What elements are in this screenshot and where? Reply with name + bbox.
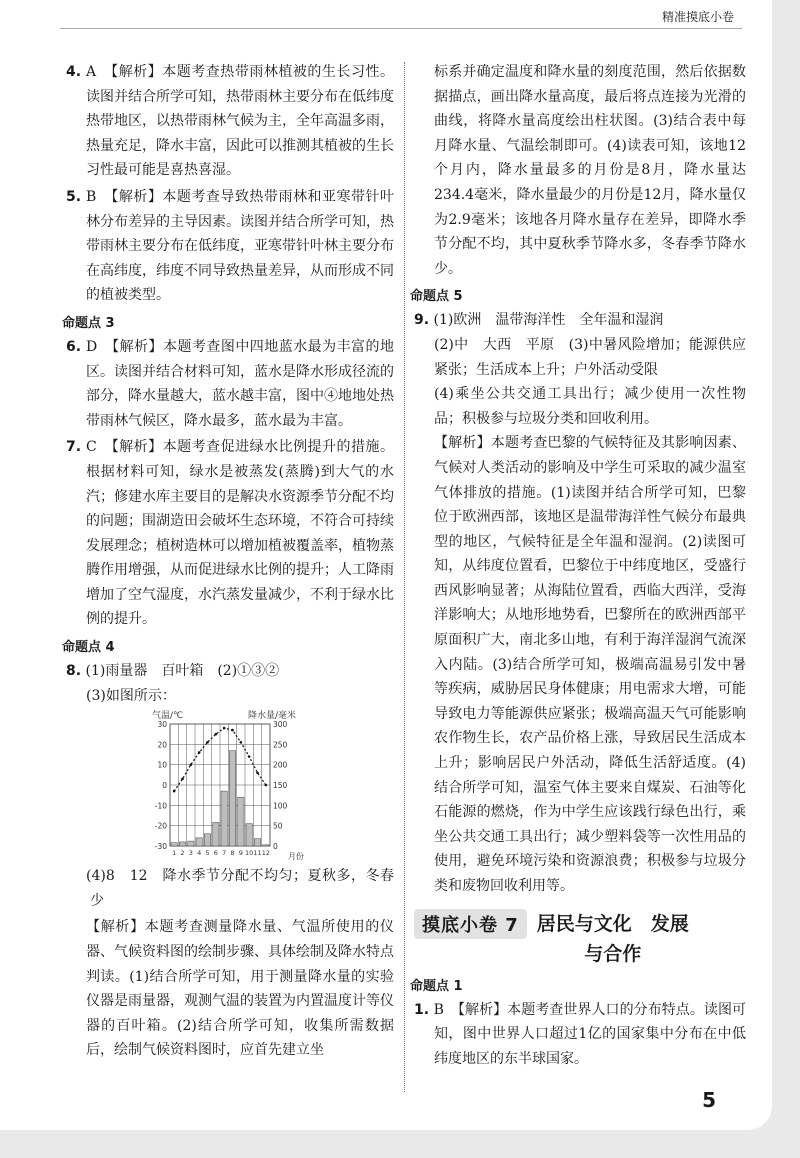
answer-line: (4)8 12 降水季节分配不均匀；夏秋多，冬春少 (86, 868, 394, 909)
answer-line: (3)如图所示： (86, 687, 176, 704)
temperature-point (231, 729, 234, 732)
chart-precip-tick: 100 (273, 801, 288, 811)
temperature-point (190, 764, 193, 767)
temperature-point (256, 772, 259, 775)
chart-precip-tick: 250 (273, 740, 288, 750)
precipitation-bar (179, 842, 185, 846)
header-title: 精准摸底小卷 (661, 10, 734, 24)
question-number: 4. (66, 64, 82, 80)
answer-text: C 【解析】本题考查促进绿水比例提升的措施。根据材料可知，绿水是被蒸发(蒸腾)到大气的水汽；修建水库主要目的是解决水资源季节分配不均的问题；围湖造田会破坏生态环境，不符合可持续发展理念；植树造林可以增加植被覆盖率，植物蒸腾作用增强，从而促进绿水比例的提升；人工降雨增加了空气湿度，水汽蒸发量减少，不利于绿水比例的提升。 (86, 439, 395, 628)
chart-x-axis-label: 月份 (288, 852, 304, 861)
chart-precip-tick: 50 (273, 821, 283, 831)
answer-text: A 【解析】本题考查热带雨林植被的生长习性。读图并结合所学可知，热带雨林主要分布在低纬度热带地区，以热带雨林气候为主，全年高温多雨，热量充足，降水丰富，因此可以推测其植被的生长习性最可能是喜热喜湿。 (86, 64, 394, 179)
question-number: 9. (414, 312, 430, 329)
answer-q6 (66, 335, 394, 433)
chart-month-tick: 10 (245, 849, 254, 858)
chart-temp-tick: 10 (157, 760, 167, 770)
chart-temp-tick: 30 (157, 720, 167, 730)
temperature-point (198, 751, 201, 754)
precipitation-bar (171, 843, 177, 846)
answer-q7 (66, 435, 394, 632)
answer-q5 (66, 185, 394, 308)
answer-q8 (66, 659, 394, 684)
chart-month-tick: 12 (261, 849, 270, 858)
section-heading: 命题点 1 (410, 978, 463, 994)
precipitation-bar (188, 841, 194, 846)
precipitation-bar (246, 824, 252, 846)
chart-temp-tick: -30 (154, 842, 167, 852)
precipitation-bar (238, 797, 244, 846)
temperature-point (181, 778, 184, 781)
chart-left-axis-label: 气温/℃ (152, 711, 184, 722)
precipitation-bar (213, 823, 219, 847)
chart-precip-tick: 0 (273, 842, 278, 852)
section-heading: 命题点 4 (62, 640, 115, 656)
answer-analysis: 【解析】本题考查测量降水量、气温所使用的仪器、气候资料图的绘制步骤、具体绘制及降水特点判读。(1)结合所学可知，用于测量降水量的实验仪器是雨量器，观测气温的装置为内置温度计等仪器的百叶箱。(2)结合所学可知，收集所需数据后，绘制气候资料图时，应首先建立坐 (86, 919, 394, 1059)
right-column (410, 60, 747, 1073)
chart-temp-tick: -10 (154, 801, 167, 811)
answer-q1 (414, 998, 746, 1072)
precipitation-bar (196, 838, 202, 846)
temperature-point (240, 741, 243, 744)
temperature-point (173, 790, 176, 793)
chart-temp-tick: 0 (162, 781, 167, 791)
chart-month-tick: 4 (197, 849, 202, 858)
answer-line: (4)乘坐公共交通工具出行；减少使用一次性物品；积极参与垃圾分类和回收利用。 (434, 386, 746, 427)
answer-line: (1)欧洲 温带海洋性 全年温和湿润 (433, 312, 664, 329)
chart-month-tick: 3 (188, 849, 193, 858)
precipitation-bar (204, 834, 210, 846)
question-number: 5. (66, 188, 82, 205)
answer-q4 (66, 60, 394, 183)
left-column (62, 60, 395, 1065)
section-banner (414, 909, 746, 969)
chart-month-tick: 11 (253, 849, 262, 858)
answer-line: (1)雨量器 百叶箱 (2)①③② (85, 663, 280, 680)
temperature-point (206, 741, 209, 744)
question-number: 8. (66, 663, 82, 680)
banner-title-line: 与合作 (584, 942, 642, 965)
section-heading: 命题点 5 (410, 289, 463, 305)
answer-text: B 【解析】本题考查世界人口的分布特点。读图可知，图中世界人口超过1亿的国家集中分布在中低纬度地区的东半球国家。 (433, 1001, 747, 1067)
chart-month-tick: 2 (180, 849, 185, 858)
banner-tag: 摸底小卷 7 (414, 909, 527, 939)
chart-month-tick: 6 (213, 849, 218, 858)
answer-text: D 【解析】本题考查图中四地蓝水最为丰富的地区。读图并结合材料可知，蓝水是降水形成径流的部分，降水量越大，蓝水越丰富，图中④地地处热带雨林气候区，降水最多，蓝水最为丰富。 (85, 338, 394, 429)
temperature-point (248, 755, 251, 758)
temperature-point (215, 733, 218, 736)
chart-month-tick: 5 (205, 849, 210, 858)
precipitation-bar (254, 839, 260, 846)
chart-month-tick: 9 (238, 849, 243, 858)
answer-text: B 【解析】本题考查导致热带雨林和亚寒带针叶林分布差异的主导因素。读图并结合所学可知，热带雨林主要分布在低纬度，亚寒带针叶林主要分布在高纬度，纬度不同导致热量差异，从而形成不同的植被类型。 (86, 188, 394, 304)
climate-chart-wrap (66, 710, 394, 860)
column-divider (404, 62, 405, 1092)
precipitation-bar (229, 751, 235, 846)
chart-temp-tick: 20 (157, 740, 167, 750)
question-number: 6. (66, 338, 82, 355)
chart-precip-tick: 150 (273, 781, 288, 791)
chart-month-tick: 7 (222, 849, 227, 858)
section-heading: 命题点 3 (62, 315, 115, 331)
question-number: 7. (66, 439, 82, 456)
page-number: 5 (702, 1088, 716, 1112)
banner-title (537, 909, 689, 969)
answer-q9 (414, 308, 746, 333)
chart-right-axis-label: 降水量/毫米 (248, 711, 297, 722)
temperature-point (265, 784, 268, 787)
banner-title-line: 居民与文化 发展 (536, 912, 689, 935)
answer-analysis: 【解析】本题考查巴黎的气候特征及其影响因素、气候对人类活动的影响及中学生可采取的减少温室气体排放的措施。(1)读图并结合所学可知，巴黎位于欧洲西部，该地区是温带海洋性气候分布最典型的地区，气候特征是全年温和湿润。(2)读图可知，从纬度位置看，巴黎位于中纬度地区，受盛行西风影响显著；从海陆位置看，西临大西洋，受海洋影响大；从地形地势看，巴黎所在的欧洲西部平原面积广大，南北多山地，有利于海洋湿润气流深入内陆。(3)结合所学可知，极端高温易引发中暑等疾病，威胁居民身体健康；用电需求大增，可能导致电力等能源供应紧张；极端高温天气可能影响农作物生长，农产品价格上涨，导致居民生活成本上升；影响居民户外活动，降低生活舒适度。(4)结合所学可知，温室气体主要来自煤炭、石油等化石能源的燃烧，作为中学生应该践行绿色出行，乘坐公共交通工具出行；减少塑料袋等一次性用品的使用，避免环境污染和资源浪费；积极参与垃圾分类和废物回收利用等。 (434, 435, 746, 894)
answer-continuation: 标系并确定温度和降水量的刻度范围，然后依据数据描点，画出降水量高度，最后将点连接为光滑的曲线，将降水量高度绘出柱状图。(3)结合表中每月降水量、气温绘制即可。(4)读表可知，该地12个月内，降水量最多的月份是8月，降水量达234.4毫米，降水量最少的月份是12月，降水量仅为2.9毫米；该地各月降水量存在差异，即降水季节分配不均，其中夏秋季节降水多，冬春季节降水少。 (434, 64, 746, 277)
temperature-point (223, 727, 226, 730)
question-number: 1. (414, 1001, 430, 1018)
header-rule (60, 28, 742, 29)
climate-chart (140, 710, 320, 860)
precipitation-bar (263, 845, 269, 846)
chart-precip-tick: 300 (273, 720, 288, 730)
precipitation-bar (221, 791, 227, 846)
chart-month-tick: 8 (230, 849, 235, 858)
chart-month-tick: 1 (172, 849, 177, 858)
chart-temp-tick: -20 (154, 821, 167, 831)
chart-precip-tick: 200 (273, 760, 288, 770)
answer-line: (2)中 大西 平原 (3)中暑风险增加；能源供应紧张；生活成本上升；户外活动受限 (434, 336, 746, 378)
